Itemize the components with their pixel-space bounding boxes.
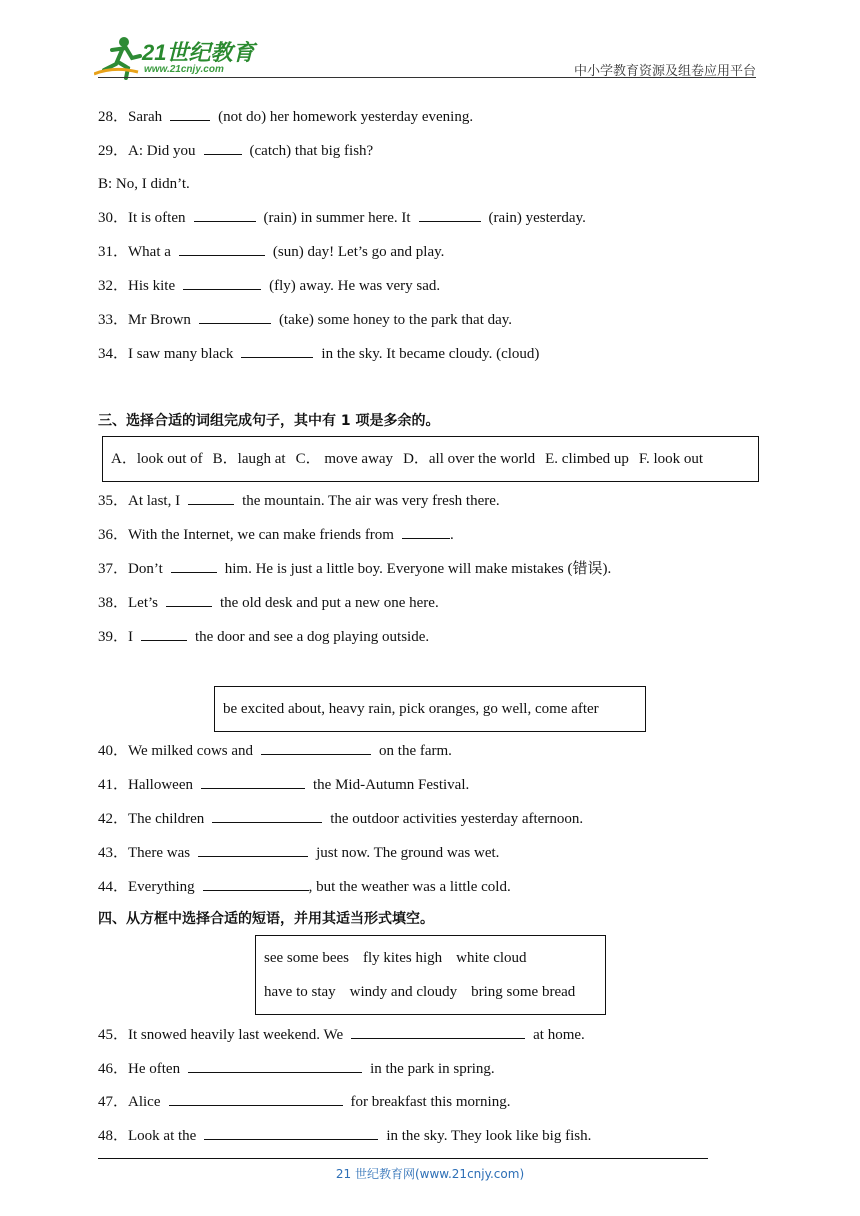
question-30: 30．It is often (rain) in summer here. It (rain) yesterday. [98,207,586,228]
question-39: 39．I the door and see a dog playing outside. [98,626,429,647]
phrase-item: windy and cloudy [349,984,458,1000]
answer-blank[interactable] [188,1058,362,1073]
question-46: 46．He often in the park in spring. [98,1058,495,1079]
answer-blank[interactable] [179,241,265,256]
question-47: 47．Alice for breakfast this morning. [98,1091,510,1112]
option-d: D．all over the world [403,451,536,467]
answer-blank[interactable] [188,490,234,505]
answer-blank[interactable] [166,592,212,607]
question-42: 42．The children the outdoor activities yesterday afternoon. [98,808,583,829]
question-29: 29．A: Did you (catch) that big fish? [98,140,373,161]
question-45: 45．It snowed heavily last weekend. We at home. [98,1024,585,1045]
answer-blank[interactable] [199,309,271,324]
question-48: 48．Look at the in the sky. They look like big fish. [98,1125,591,1146]
phrase-row-2 [264,984,575,1001]
page-header [0,0,860,84]
site-logo [94,36,264,80]
header-divider [98,77,756,78]
question-33: 33．Mr Brown (take) some honey to the park that day. [98,309,512,330]
question-29-answer: B: No, I didn’t. [98,176,190,192]
word-bank-box [102,436,759,482]
answer-blank[interactable] [171,558,217,573]
answer-blank[interactable] [194,207,256,222]
answer-blank[interactable] [351,1024,525,1039]
question-35: 35．At last, I the mountain. The air was very fresh there. [98,490,500,511]
option-f: F. look out [638,451,704,467]
question-32: 32．His kite (fly) away. He was very sad. [98,275,440,296]
question-41: 41．Halloween the Mid-Autumn Festival. [98,774,469,795]
logo-title: 21世纪教育 [142,40,255,65]
phrase-item: see some bees [264,950,349,966]
phrase-item: bring some bread [471,984,576,1000]
answer-blank[interactable] [201,774,305,789]
question-28: 28．Sarah (not do) her homework yesterday evening. [98,106,473,127]
section-title-4: 四、从方框中选择合适的短语，并用其适当形式填空。 [98,911,434,927]
answer-blank[interactable] [203,876,309,891]
question-36: 36．With the Internet, we can make friends from . [98,524,454,545]
answer-blank[interactable] [204,140,242,155]
logo-url: www.21cnjy.com [144,64,224,75]
phrase-item: have to stay [264,984,336,1000]
phrase-row-1 [264,950,527,967]
answer-blank[interactable] [419,207,481,222]
answer-blank[interactable] [183,275,261,290]
header-platform-text: 中小学教育资源及组卷应用平台 [573,64,756,79]
question-37: 37．Don’t him. He is just a little boy. Everyone will make mistakes (错误). [98,558,611,579]
question-40: 40．We milked cows and on the farm. [98,740,452,761]
question-34: 34．I saw many black in the sky. It became cloudy. (cloud) [98,343,539,364]
phrase-bank-box [214,686,646,732]
section-title-3: 三、选择合适的词组完成句子，其中有 1 项是多余的。 [98,413,440,429]
phrase-item: fly kites high [362,950,443,966]
answer-blank[interactable] [212,808,322,823]
phrase-bank-text: be excited about, heavy rain, pick oranges, go well, come after [223,701,599,717]
answer-blank[interactable] [402,524,450,539]
answer-blank[interactable] [170,106,210,121]
answer-blank[interactable] [141,626,187,641]
option-e: E. climbed up [545,451,629,467]
answer-blank[interactable] [169,1091,343,1106]
question-31: 31．What a (sun) day! Let’s go and play. [98,241,444,262]
question-43: 43．There was just now. The ground was wet. [98,842,499,863]
footer-link[interactable]: 21 世纪教育网(www.21cnjy.com) [335,1167,525,1181]
phrase-box-4 [255,935,606,1015]
answer-blank[interactable] [198,842,308,857]
answer-blank[interactable] [261,740,371,755]
footer-divider [98,1158,708,1159]
question-44: 44．Everything , but the weather was a little cold. [98,876,511,897]
option-a: A．look out of [111,451,203,467]
question-38: 38．Let’s the old desk and put a new one here. [98,592,439,613]
option-c: C． move away [295,451,394,467]
answer-blank[interactable] [241,343,313,358]
phrase-item: white cloud [456,950,527,966]
answer-blank[interactable] [204,1125,378,1140]
runner-logo-icon [94,36,144,80]
option-b: B．laugh at [212,451,286,467]
